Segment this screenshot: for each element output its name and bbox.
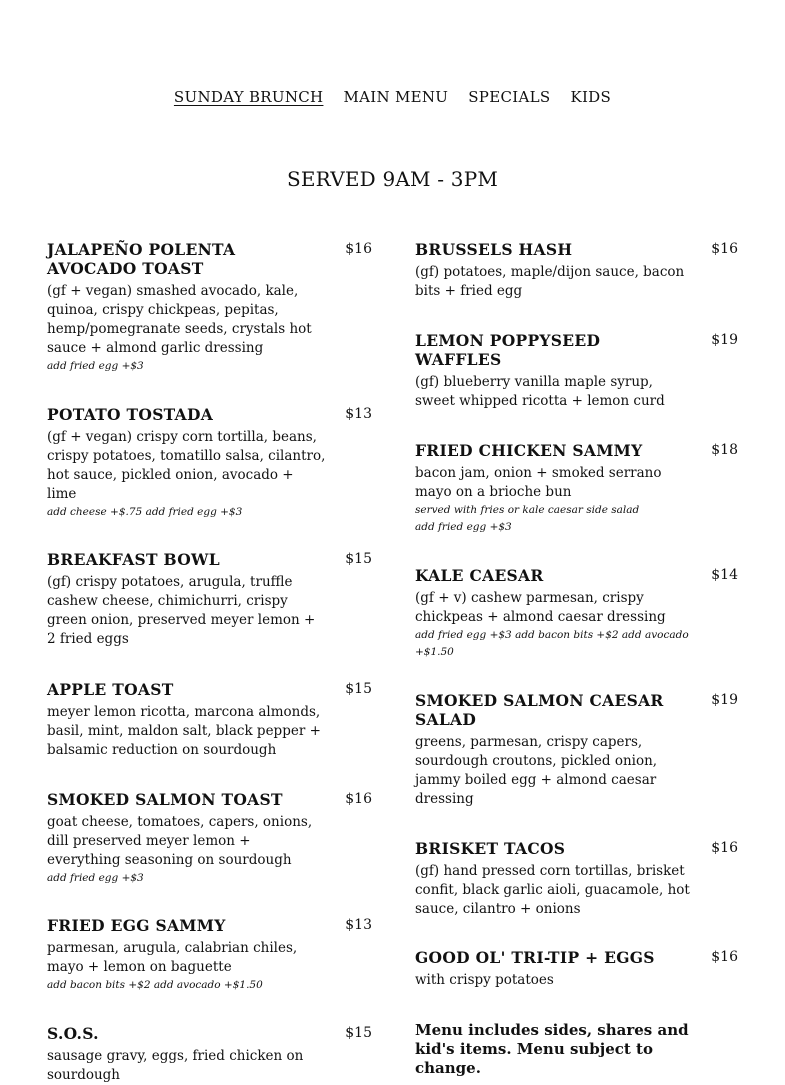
menu-item [47, 240, 372, 375]
menu-item [415, 331, 738, 411]
item-description: greens, parmesan, crispy capers, sourdough croutons, pickled onion, jammy boiled egg + almond caesar dressing [415, 734, 658, 807]
item-description: (gf + v) cashew parmesan, crispy chickpeas + almond caesar dressing [415, 590, 666, 625]
menu-note: Menu includes sides, shares and kid's items. Menu subject to change. [415, 1021, 689, 1077]
item-description: meyer lemon ricotta, marcona almonds, basil, mint, maldon salt, black pepper + balsamic reduction on sourdough [47, 704, 321, 758]
item-price: $14 [711, 567, 738, 583]
item-name: BREAKFAST BOWL [47, 550, 220, 569]
item-price: $19 [711, 332, 738, 348]
item-addon: add fried egg +$3 [47, 360, 144, 372]
item-description: (gf + vegan) smashed avocado, kale, quinoa, crispy chickpeas, pepitas, hemp/pomegranate seeds, crystals hot sauce + almond garlic dressing [47, 283, 312, 356]
item-name: SMOKED SALMON TOAST [47, 790, 283, 809]
menu-item [47, 916, 372, 994]
item-addon: served with fries or kale caesar side salad [415, 504, 640, 516]
item-name: FRIED CHICKEN SAMMY [415, 441, 643, 460]
menu-column-right [415, 240, 738, 1077]
menu-item [415, 441, 738, 536]
served-hours-heading: SERVED 9AM - 3PM [286, 167, 499, 191]
menu-column-left [47, 240, 372, 1083]
item-addon: add cheese +$.75 add fried egg +$3 [47, 506, 243, 518]
item-name: GOOD OL' TRI-TIP + EGGS [415, 948, 655, 967]
item-price: $16 [711, 840, 738, 856]
menu-item [47, 1024, 372, 1085]
item-description: (gf) potatoes, maple/dijon sauce, bacon bits + fried egg [415, 264, 685, 299]
item-name: APPLE TOAST [47, 680, 174, 699]
item-price: $15 [345, 681, 372, 697]
menu-item [415, 240, 738, 301]
item-description: (gf) crispy potatoes, arugula, truffle cashew cheese, chimichurri, crispy green onion, preserved meyer lemon + 2 fried eggs [47, 574, 316, 647]
item-description: (gf) blueberry vanilla maple syrup, sweet whipped ricotta + lemon curd [415, 374, 665, 409]
menu-item [47, 790, 372, 887]
item-price: $13 [345, 406, 372, 422]
item-price: $16 [345, 241, 372, 257]
item-name: LEMON POPPYSEED WAFFLES [415, 331, 601, 369]
item-description: with crispy potatoes [415, 972, 554, 988]
item-addon: add bacon bits +$2 add avocado +$1.50 [47, 979, 263, 991]
item-name: SMOKED SALMON CAESAR SALAD [415, 691, 664, 729]
nav-sunday-brunch[interactable]: SUNDAY BRUNCH [173, 88, 324, 106]
menu-nav [0, 88, 785, 106]
item-price: $15 [345, 1025, 372, 1041]
menu-item [415, 566, 738, 661]
menu-item [415, 948, 738, 990]
menu-item [47, 680, 372, 760]
item-name: JALAPEÑO POLENTA AVOCADO TOAST [47, 240, 236, 278]
item-name: POTATO TOSTADA [47, 405, 214, 424]
item-name: FRIED EGG SAMMY [47, 916, 226, 935]
item-name: KALE CAESAR [415, 566, 544, 585]
item-price: $13 [345, 917, 372, 933]
item-name: BRISKET TACOS [415, 839, 566, 858]
item-price: $18 [711, 442, 738, 458]
item-addon: add fried egg +$3 add bacon bits +$2 add avocado +$1.50 [415, 629, 689, 658]
item-price: $16 [345, 791, 372, 807]
menu-item [415, 839, 738, 919]
item-price: $15 [345, 551, 372, 567]
item-addon: add fried egg +$3 [415, 521, 512, 533]
nav-main-menu[interactable]: MAIN MENU [343, 88, 449, 106]
item-price: $16 [711, 241, 738, 257]
menu-item [47, 550, 372, 649]
item-price: $19 [711, 692, 738, 708]
item-price: $16 [711, 949, 738, 965]
menu-item [415, 691, 738, 809]
menu-item [47, 405, 372, 521]
item-name: S.O.S. [47, 1024, 99, 1043]
item-description: bacon jam, onion + smoked serrano mayo on a brioche bun [415, 465, 662, 500]
item-description: goat cheese, tomatoes, capers, onions, dill preserved meyer lemon + everything seasoning on sourdough [47, 814, 313, 868]
nav-kids[interactable]: KIDS [570, 88, 612, 106]
nav-specials[interactable]: SPECIALS [468, 88, 551, 106]
item-description: sausage gravy, eggs, fried chicken on sourdough [47, 1048, 304, 1083]
item-description: (gf) hand pressed corn tortillas, brisket confit, black garlic aioli, guacamole, hot sauce, cilantro + onions [415, 863, 690, 917]
item-name: BRUSSELS HASH [415, 240, 573, 259]
item-description: parmesan, arugula, calabrian chiles, mayo + lemon on baguette [47, 940, 298, 975]
item-description: (gf + vegan) crispy corn tortilla, beans, crispy potatoes, tomatillo salsa, cilantro, hot sauce, pickled onion, avocado + lime [47, 429, 326, 502]
item-addon: add fried egg +$3 [47, 872, 144, 884]
